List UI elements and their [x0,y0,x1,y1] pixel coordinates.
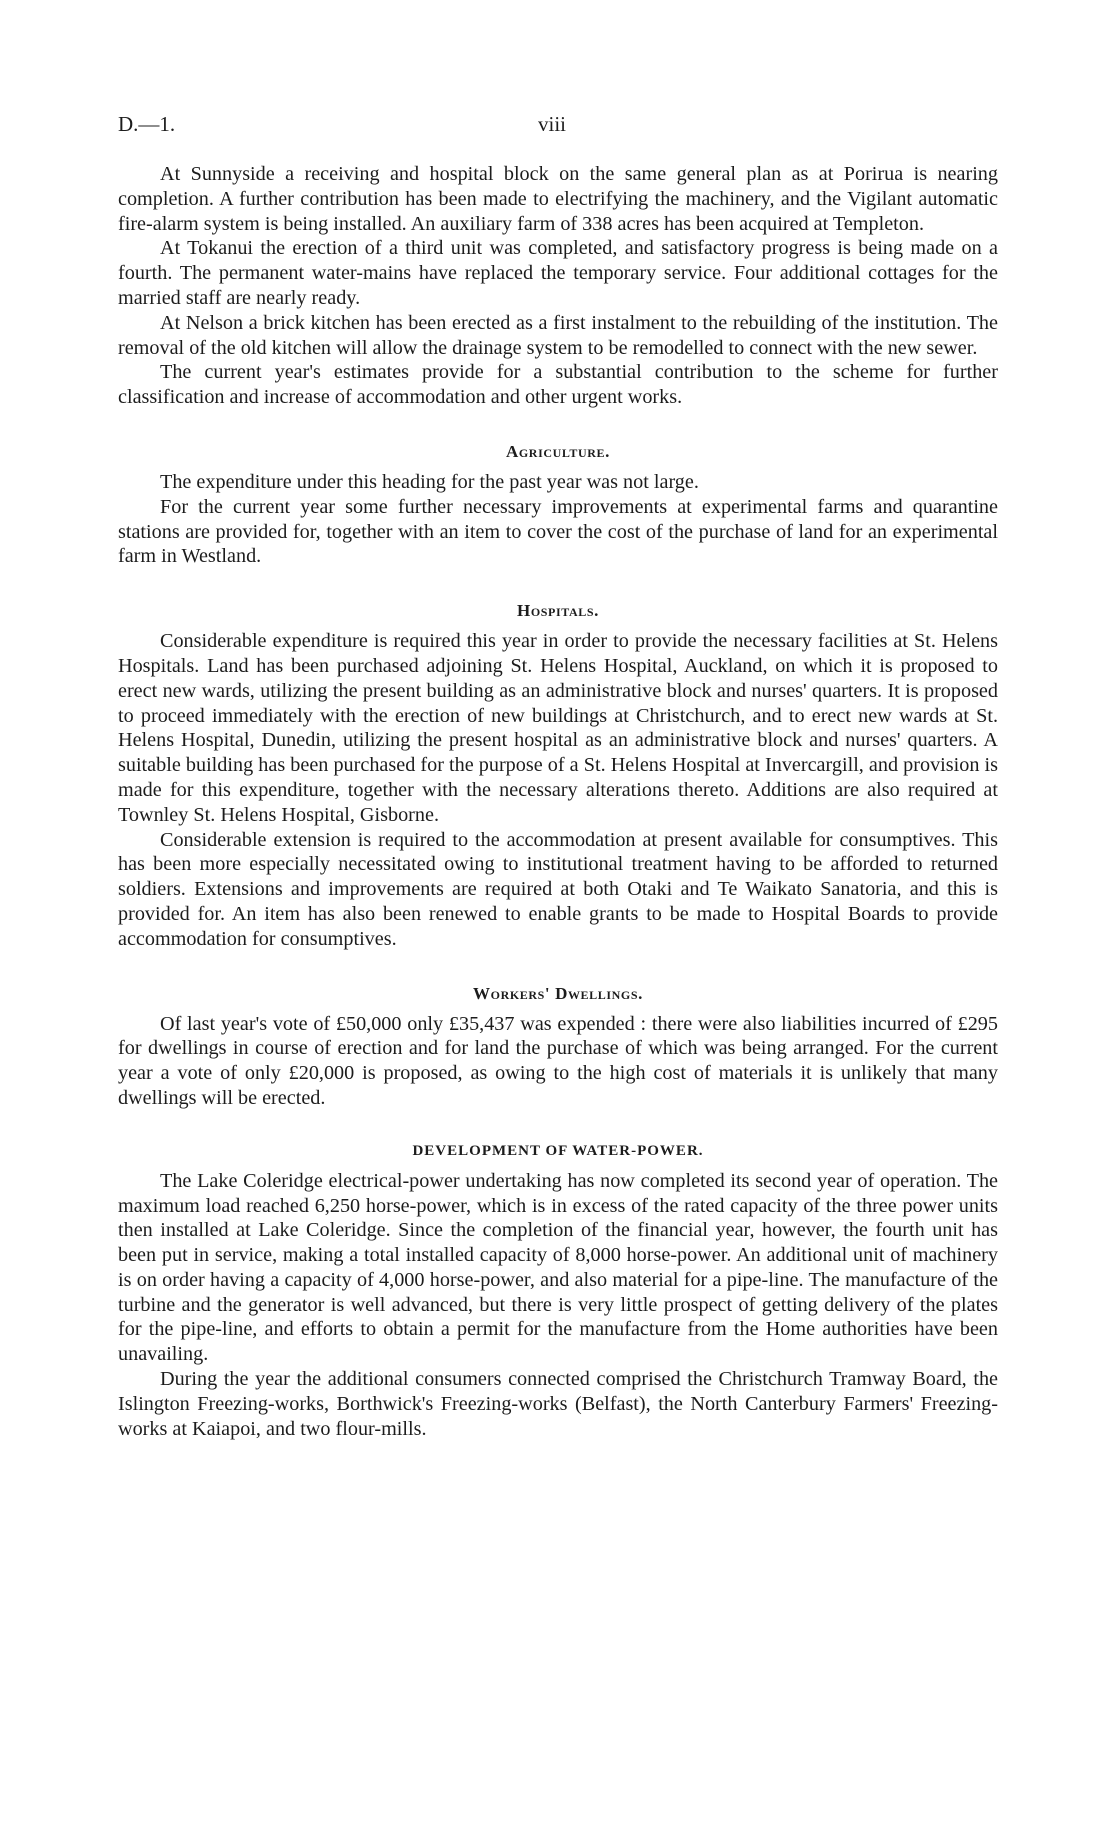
document-page [118,112,998,1441]
paragraph: The current year's estimates provide for a substantial contribution to the scheme for further classification and increase of accommodation and other urgent works. [118,361,998,409]
paragraph: At Nelson a brick kitchen has been erected as a first instalment to the rebuilding of the institution. The removal of the old kitchen will allow the drainage system to be remodelled to connect with the new sewer. [118,311,998,359]
section-heading: DEVELOPMENT OF WATER-POWER. [412,1142,704,1159]
page-number: viii [538,112,567,136]
document-body [118,162,998,1441]
paragraph: Considerable expenditure is required this year in order to provide the necessary facilities at St. Helens Hospitals. Land has been purchased adjoining St. Helens Hospital, Auckland, on which it is proposed to erect new wards, utilizing the present building as an administrative block and nurses' quarters. It is proposed to proceed immediately with the erection of new buildings at Christchurch, and to erect new wards at St. Helens Hospital, Dunedin, utilizing the present hospital as an administrative block and nurses' quarters. A suitable building has been purchased for the purpose of a St. Helens Hospital at Invercargill, and provision is made for this expenditure, together with the necessary alterations thereto. Additions are also required at Townley St. Helens Hospital, Gisborne. [118,630,998,826]
document-reference-code: D.—1. [118,112,176,136]
running-header [118,112,998,142]
paragraph: During the year the additional consumers connected comprised the Christchurch Tramway Board, the Islington Freezing-works, Borthwick's Freezing-works (Belfast), the North Canterbury Farmers' Freezing-works at Kaiapoi, and two flour-mills. [118,1368,998,1440]
paragraph: The expenditure under this heading for the past year was not large. [160,470,699,493]
paragraph: At Sunnyside a receiving and hospital block on the same general plan as at Porirua is nearing completion. A further contribution has been made to electrifying the machinery, and the Vigilant automatic fire-alarm system is being installed. An auxiliary farm of 338 acres has been acquired at Templeton. [118,163,998,235]
section-workers-dwellings [118,982,998,1111]
paragraph: For the current year some further necessary improvements at experimental farms and quarantine stations are provided for, together with an item to cover the cost of the purchase of land for an experimental farm in Westland. [118,495,998,568]
section-water-power [118,1139,998,1442]
section-heading: Hospitals. [517,601,599,621]
paragraph: The Lake Coleridge electrical-power undertaking has now completed its second year of operation. The maximum load reached 6,250 horse-power, which is in excess of the rated capacity of the three power units then installed at Lake Coleridge. Since the completion of the financial year, however, the fourth unit has been put in service, making a total installed capacity of 8,000 horse-power. An additional unit of machinery is on order having a capacity of 4,000 horse-power, and also material for a pipe-line. The manufacture of the turbine and the generator is well advanced, but there is very little prospect of getting delivery of the plates for the pipe-line, and efforts to obtain a permit for the manufacture from the Home authorities have been unavailing. [118,1169,998,1366]
section-mental-hospitals-continued [118,162,998,410]
section-heading: Agriculture. [506,441,610,461]
section-hospitals [118,599,998,951]
section-agriculture [118,440,998,569]
paragraph: Considerable extension is required to the accommodation at present available for consumptives. This has been more especially necessitated owing to institutional treatment having to be afforded to returned soldiers. Extensions and improvements are required at both Otaki and Te Waikato Sanatoria, and this is provided for. An item has also been renewed to enable grants to be made to Hospital Boards to provide accommodation for consumptives. [118,828,998,950]
section-heading: Workers' Dwellings. [473,983,643,1003]
paragraph: Of last year's vote of £50,000 only £35,437 was expended : there were also liabilities incurred of £295 for dwellings in course of erection and for land the purchase of which was being arranged. For the current year a vote of only £20,000 is proposed, as owing to the high cost of materials it is unlikely that many dwellings will be erected. [118,1012,998,1109]
paragraph: At Tokanui the erection of a third unit was completed, and satisfactory progress is being made on a fourth. The permanent water-mains have replaced the temporary service. Four additional cottages for the married staff are nearly ready. [118,237,998,309]
